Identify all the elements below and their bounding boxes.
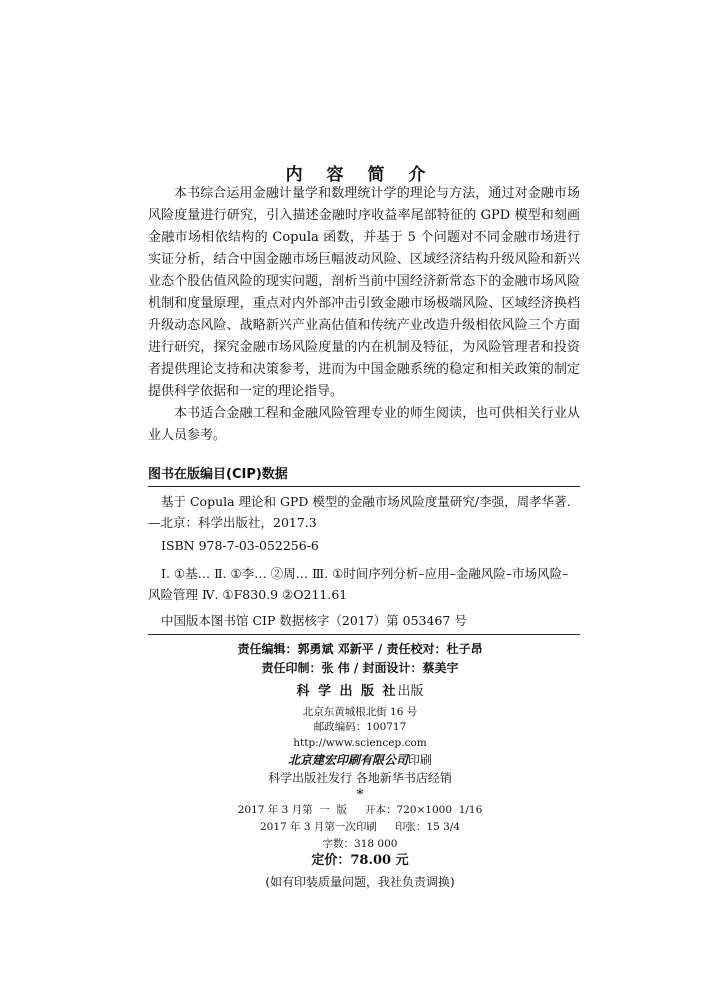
specs-row-print [0,819,720,835]
cip-bottom-rule [148,634,580,635]
specs-row-edition [0,802,720,818]
cip-entry: 基于 Copula 理论和 GPD 模型的金融市场风险度量研究/李强，周孝华著.—北京：科学出版社，2017.3 [148,494,571,530]
publisher-line [0,683,720,701]
publisher-name: 科 学 出 版 社 [296,684,398,699]
separator-star: * [356,787,364,803]
cip-top-rule [148,486,580,487]
publisher-address: 北京东黄城根北街 16 号 [302,706,418,718]
summary-paragraph: 本书适合金融工程和金融风险管理专业的师生阅读，也可供相关行业从业人员参考。 [148,406,580,443]
credits-production: 责任印制：张 伟 / 封面设计：蔡美宇 [261,661,459,675]
printer-name: 北京建宏印刷有限公司 [287,753,408,767]
credits-editors: 责任编辑：郭勇斌 邓新平 / 责任校对：杜子昂 [237,642,483,656]
publisher-postcode: 邮政编码：100717 [313,721,407,733]
printer-suffix: 印刷 [408,753,433,767]
summary-body [148,183,580,447]
distribution-line: 科学出版社发行 各地新华书店经销 [268,771,452,785]
publisher-suffix: 出版 [397,684,424,699]
summary-paragraph: 本书综合运用金融计量学和数理统计学的理论与方法，通过对金融市场风险度量进行研究，引入描述金融时序收益率尾部特征的 GPD 模型和刻画金融市场相依结构的 Copula 函数，并基于 5 个问题对不同金融市场进行实证分析，结合中国金融市场巨幅波动风险、区域经济结构升级风险和新兴业态个股估值风险的现实问题，剖析当前中国经济新常态下的金融市场风险机制和度量原理，重点对内外部冲击引致金融市场极端风险、区域经济换档升级动态风险、战略新兴产业高估值和传统产业改造升级相依风险三个方面进行研究，探究金融市场风险度量的内在机制及特征，为风险管理者和投资者提供理论支持和决策参考，进而为中国金融系统的稳定和相关政策的制定提供科学依据和一定的理论指导。 [148,186,580,399]
quality-note: (如有印装质量问题，我社负责调换) [265,875,455,889]
edition-date: 2017 年 3 月第 一 版 [237,804,347,816]
cip-heading: 图书在版编目(CIP)数据 [148,467,288,482]
printer-line [0,751,720,769]
format-spec: 开本：720×1000 1/16 [364,804,483,816]
cip-isbn: ISBN 978-7-03-052256-6 [161,538,319,553]
sheets-spec: 印张：15 3/4 [394,821,461,833]
cip-classification: Ⅰ. ①基… Ⅱ. ①李… ②周… Ⅲ. ①时间序列分析–应用–金融风险–市场风险–风险管理 Ⅳ. ①F830.9 ②O211.61 [148,566,569,602]
price: 定价：78.00 元 [311,853,409,868]
publisher-website: http://www.sciencep.com [293,737,427,749]
summary-title: 内 容 简 介 [285,165,435,185]
word-count: 字数：318 000 [322,838,398,850]
print-date: 2017 年 3 月第一次印刷 [259,821,377,833]
cip-record: 中国版本图书馆 CIP 数据核字（2017）第 053467 号 [161,613,467,628]
